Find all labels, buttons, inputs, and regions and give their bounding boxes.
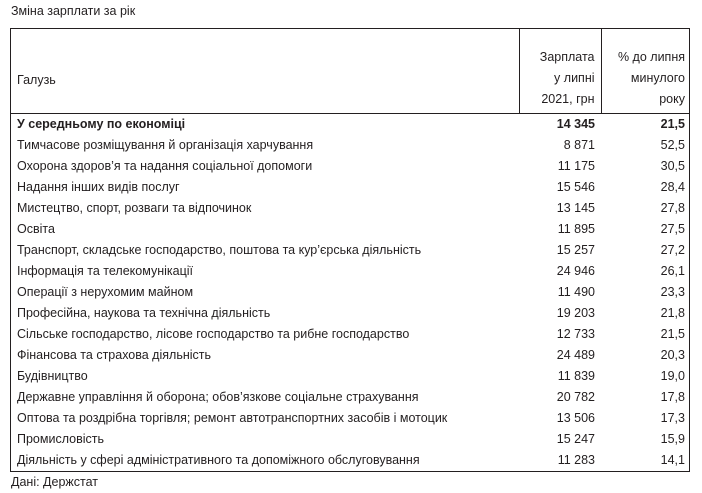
page-title: Зміна зарплати за рік	[11, 4, 136, 18]
cell-wage: 14 345	[556, 116, 595, 131]
cell-wage: 24 946	[556, 263, 595, 278]
table-row	[11, 387, 689, 408]
cell-percent: 23,3	[660, 284, 685, 299]
cell-branch: Надання інших видів послуг	[17, 179, 180, 194]
table-row	[11, 240, 689, 261]
cell-percent: 14,1	[660, 452, 685, 467]
column-header-branch: Галузь	[11, 29, 519, 113]
cell-wage: 15 546	[556, 179, 595, 194]
table-body	[11, 113, 689, 471]
cell-branch: Операції з нерухомим майном	[17, 284, 194, 299]
cell-wage: 15 247	[556, 431, 595, 446]
column-header-wage-line-1: Зарплата	[539, 49, 595, 64]
table-row	[11, 408, 689, 429]
cell-percent: 15,9	[660, 431, 685, 446]
cell-wage: 11 895	[557, 221, 595, 236]
cell-branch: Охорона здоров’я та надання соціальної допомоги	[17, 158, 313, 173]
cell-percent: 21,8	[660, 305, 685, 320]
cell-wage: 19 203	[556, 305, 595, 320]
column-header-percent-line-3: року	[659, 91, 685, 106]
column-header-percent	[601, 29, 689, 113]
cell-branch: Будівництво	[17, 368, 88, 383]
cell-branch: Тимчасове розміщування й організація харчування	[17, 137, 314, 152]
table-row	[11, 156, 689, 177]
cell-wage: 24 489	[556, 347, 595, 362]
table-row	[11, 450, 689, 471]
wage-change-table	[11, 29, 689, 471]
cell-branch: Освіта	[17, 221, 55, 236]
source-note: Дані: Держстат	[11, 475, 99, 489]
column-header-wage-line-3: 2021, грн	[541, 91, 595, 106]
cell-wage: 11 175	[557, 158, 595, 173]
cell-percent: 30,5	[660, 158, 685, 173]
column-header-percent-line-1: % до липня	[617, 49, 685, 64]
cell-branch: Мистецтво, спорт, розваги та відпочинок	[17, 200, 252, 215]
cell-wage: 13 506	[556, 410, 595, 425]
table-row	[11, 261, 689, 282]
table-header-row	[11, 29, 689, 113]
cell-percent: 17,3	[660, 410, 685, 425]
cell-wage: 11 490	[557, 284, 595, 299]
cell-percent: 27,5	[660, 221, 685, 236]
table-row	[11, 429, 689, 450]
cell-percent: 26,1	[660, 263, 685, 278]
cell-percent: 27,2	[660, 242, 685, 257]
cell-wage: 11 839	[557, 368, 595, 383]
cell-wage: 12 733	[556, 326, 595, 341]
cell-branch: Транспорт, складське господарство, поштова та кур’єрська діяльність	[17, 242, 422, 257]
cell-branch: Інформація та телекомунікації	[17, 263, 193, 278]
cell-branch: Діяльність у сфері адміністративного та допоміжного обслуговування	[17, 452, 420, 467]
cell-branch: Професійна, наукова та технічна діяльність	[17, 305, 271, 320]
table-row	[11, 219, 689, 240]
cell-wage: 8 871	[563, 137, 595, 152]
column-header-wage	[519, 29, 601, 113]
cell-percent: 28,4	[660, 179, 685, 194]
cell-percent: 17,8	[660, 389, 685, 404]
table-row	[11, 177, 689, 198]
table-row	[11, 366, 689, 387]
cell-percent: 52,5	[660, 137, 685, 152]
cell-branch: Промисловість	[17, 431, 105, 446]
table-row	[11, 324, 689, 345]
cell-branch: Державне управління й оборона; обов’язкове соціальне страхування	[17, 389, 419, 404]
table-row	[11, 135, 689, 156]
wage-table-container	[10, 28, 690, 472]
cell-percent: 19,0	[660, 368, 685, 383]
column-header-percent-line-2: минулого	[630, 70, 685, 85]
cell-wage: 20 782	[556, 389, 595, 404]
cell-branch: Фінансова та страхова діяльність	[17, 347, 211, 362]
table-header	[11, 29, 689, 113]
cell-percent: 21,5	[660, 116, 685, 131]
table-row	[11, 198, 689, 219]
table-row	[11, 282, 689, 303]
table-row	[11, 113, 689, 135]
column-header-wage-line-2: у липні	[554, 70, 595, 85]
cell-percent: 21,5	[660, 326, 685, 341]
table-row	[11, 303, 689, 324]
cell-branch: У середньому по економіці	[17, 116, 186, 131]
cell-wage: 15 257	[556, 242, 595, 257]
cell-percent: 27,8	[660, 200, 685, 215]
cell-wage: 13 145	[556, 200, 595, 215]
cell-branch: Оптова та роздрібна торгівля; ремонт автотранспортних засобів і мотоцик	[17, 410, 448, 425]
cell-percent: 20,3	[660, 347, 685, 362]
table-row	[11, 345, 689, 366]
cell-branch: Сільське господарство, лісове господарство та рибне господарство	[17, 326, 410, 341]
cell-wage: 11 283	[557, 452, 595, 467]
